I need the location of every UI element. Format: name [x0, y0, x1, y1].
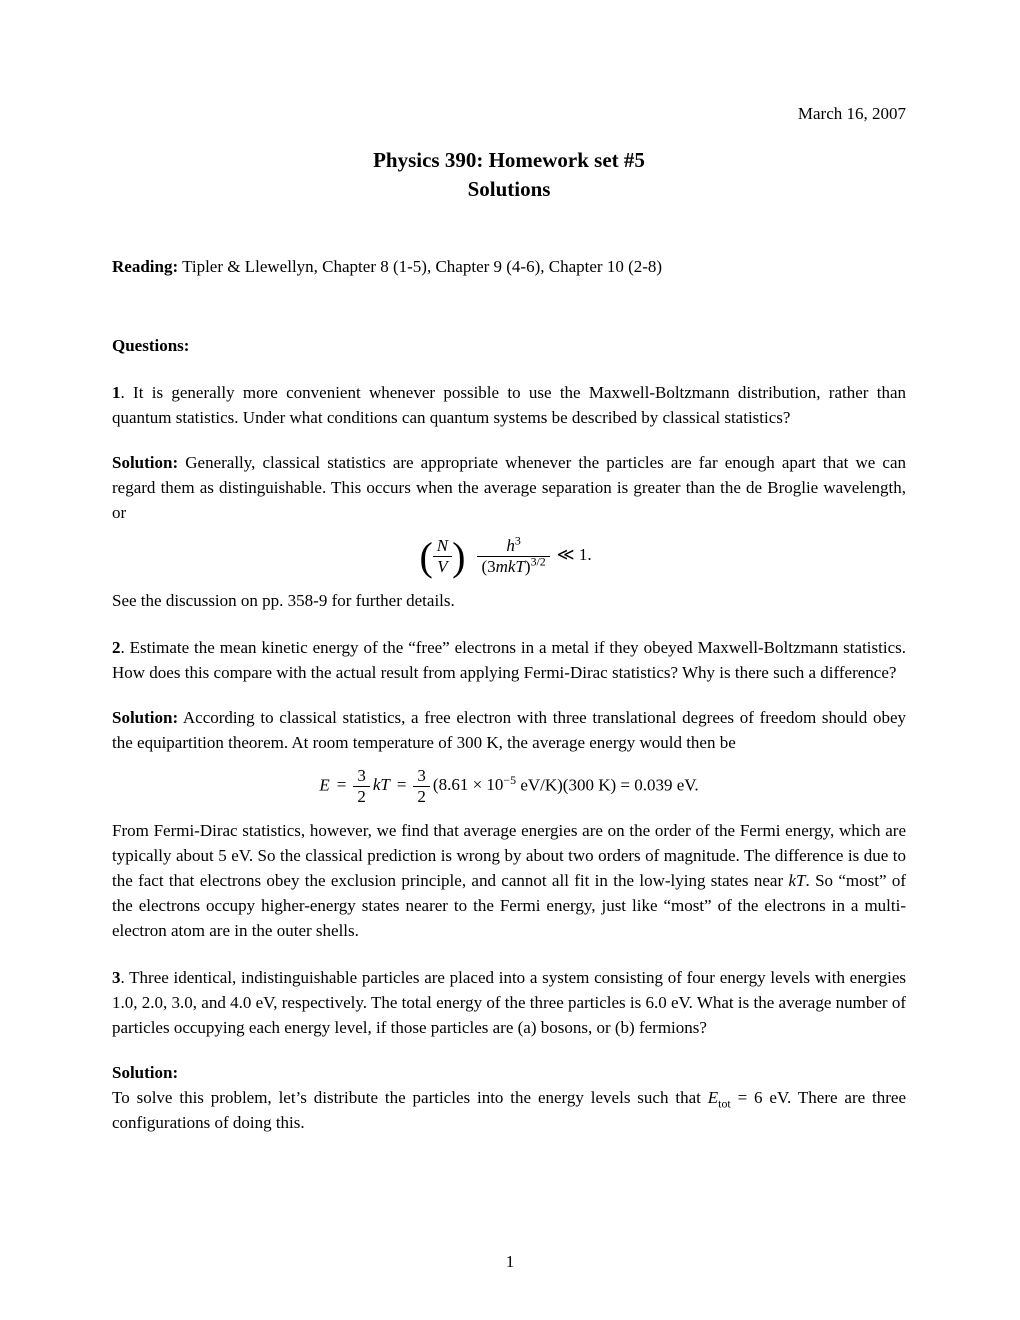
question-2: [112, 635, 906, 685]
question-3-number: 3: [112, 968, 121, 987]
reading-label: Reading:: [112, 257, 179, 276]
fraction-3-over-2-b: [413, 766, 430, 807]
question-1-text: . It is generally more convenient whenever possible to use the Maxwell-Boltzmann distribution, rather than quantum statistics. Under what conditions can quantum systems be described by classical statistics?: [112, 383, 906, 427]
left-paren: (: [419, 533, 433, 579]
question-3: [112, 965, 906, 1040]
exponent-minus-5: −5: [503, 772, 517, 787]
numerator-N: N: [436, 536, 449, 555]
math-kT: kT: [372, 775, 390, 795]
document-title: [112, 146, 906, 204]
document-content: [112, 102, 906, 1135]
reading-text: Tipler & Llewellyn, Chapter 8 (1-5), Chapter 9 (4-6), Chapter 10 (2-8): [182, 257, 663, 276]
formula-2-tail: eV/K)(300 K) = 0.039 eV.: [516, 775, 699, 795]
questions-heading: Questions:: [112, 336, 190, 355]
math-mkT: mkT: [495, 557, 525, 576]
text-run-2: . So “most” of the electrons occupy higher-energy states nearer to the Fermi energy, just like “most” of the electrons in a multi-electron atom are in the outer shells.: [112, 871, 907, 940]
equals-sign: =: [396, 775, 407, 795]
question-3-text: . Three identical, indistinguishable particles are placed into a system consisting of four energy levels with energies 1.0, 2.0, 3.0, and 4.0 eV, respectively. The total energy of the three particles is 6.0 eV. What is the average number of particles occupying each energy level, if those particles are (a) bosons, or (b) fermions?: [112, 968, 906, 1037]
exponent-3: 3: [514, 533, 521, 548]
much-less-than-one: ≪ 1.: [556, 545, 592, 565]
paren-3: (3: [481, 557, 496, 576]
solution-2-discussion: [112, 818, 906, 943]
title-line-1: Physics 390: Homework set #5: [373, 148, 645, 172]
denominator-2: 2: [413, 786, 430, 807]
solution-1-followup: See the discussion on pp. 358-9 for further details.: [112, 591, 455, 610]
page-number: 1: [505, 1252, 515, 1271]
subscript-tot: tot: [718, 1096, 731, 1111]
question-2-number: 2: [112, 638, 121, 657]
denominator-V: V: [433, 556, 452, 577]
math-E: E: [319, 775, 330, 795]
reading-line: [112, 254, 906, 279]
text-run-4: = 6 eV. There are three configurations of doing this.: [112, 1088, 907, 1132]
fraction-N-over-V: [433, 536, 452, 577]
title-line-2: Solutions: [467, 177, 551, 201]
close-paren: ): [524, 557, 531, 576]
exponent-3-2: 3/2: [530, 554, 546, 569]
question-1-number: 1: [112, 383, 121, 402]
fraction-h3-over-3mkT: [477, 533, 549, 577]
math-E-tot: E: [707, 1088, 719, 1107]
solution-1-label: Solution:: [112, 453, 179, 472]
question-1: [112, 380, 906, 430]
solution-2-text: According to classical statistics, a free electron with three translational degrees of freedom should obey the equipartition theorem. At room temperature of 300 K, the average energy would then be: [112, 708, 907, 752]
math-h: h: [506, 536, 515, 555]
formula-2: [112, 766, 906, 807]
formula-1: [112, 533, 906, 579]
text-run-3: To solve this problem, let’s distribute the particles into the energy levels such that: [112, 1088, 701, 1107]
numerator-3: 3: [417, 766, 426, 785]
date: March 16, 2007: [797, 104, 906, 123]
solution-3-text: [112, 1085, 906, 1135]
denominator-2: 2: [353, 786, 370, 807]
fraction-3-over-2-a: [353, 766, 370, 807]
solution-1: [112, 450, 906, 525]
solution-1-text: Generally, classical statistics are appropriate whenever the particles are far enough apart that we can regard them as distinguishable. This occurs when the average separation is greater than the de Broglie wavelength, or: [112, 453, 907, 522]
math-kT-inline: kT: [788, 871, 806, 890]
right-paren: ): [452, 533, 466, 579]
boltzmann-factor: (8.61 × 10: [432, 775, 504, 795]
solution-3-label: Solution:: [112, 1063, 179, 1082]
solution-2: [112, 705, 906, 755]
denominator-3mkT: [477, 556, 549, 577]
equals-sign: =: [336, 775, 347, 795]
numerator-h-cubed: [477, 533, 549, 556]
text-run-1: From Fermi-Dirac statistics, however, we find that average energies are on the order of the Fermi energy, which are typically about 5 eV. So the classical prediction is wrong by about two orders of magnitude. The difference is due to the fact that electrons obey the exclusion principle, and cannot all fit in the low-lying states near: [112, 821, 906, 890]
question-2-text: . Estimate the mean kinetic energy of the “free” electrons in a metal if they obeyed Maxwell-Boltzmann statistics. How does this compare with the actual result from applying Fermi-Dirac statistics? Why is there such a difference?: [112, 638, 906, 682]
solution-2-label: Solution:: [112, 708, 179, 727]
numerator-3: 3: [357, 766, 366, 785]
